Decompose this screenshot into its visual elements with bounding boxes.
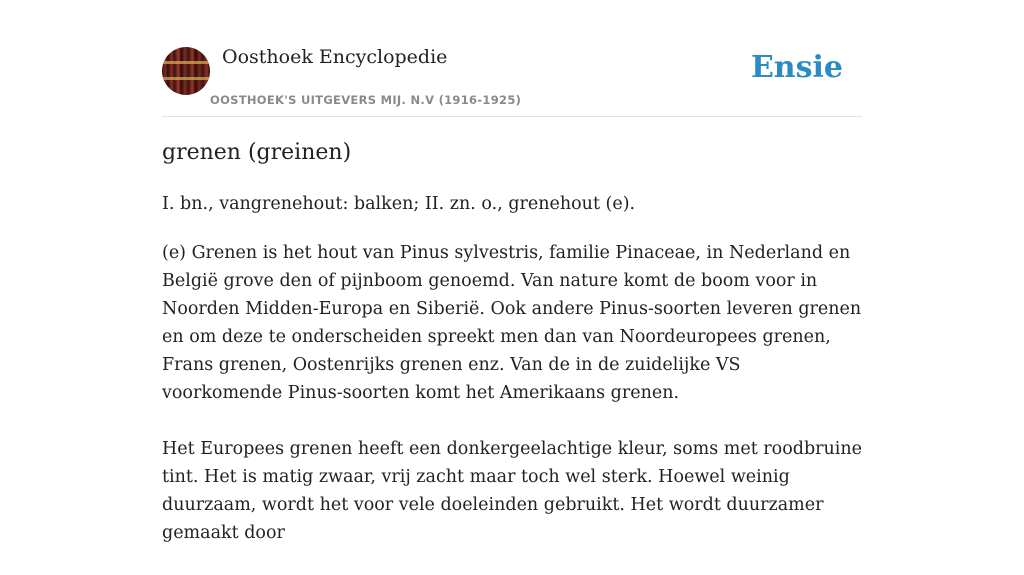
book-spine-band <box>162 77 210 80</box>
book-spine-band <box>162 61 210 64</box>
article-definition: I. bn., vangrenehout: balken; II. zn. o., grenehout (e). <box>162 194 636 214</box>
article-body <box>162 239 862 575</box>
article-title: grenen (greinen) <box>162 140 352 165</box>
publisher-label: OOSTHOEK'S UITGEVERS MIJ. N.V (1916-1925) <box>210 93 522 107</box>
article-paragraph: Het Europees grenen heeft een donkergeelachtige kleur, soms met roodbruine tint. Het is matig zwaar, vrij zacht maar toch wel sterk. Hoewel weinig duurzaam, wordt het voor vele doeleinden gebruikt. Het wordt duurzamer gemaakt door <box>162 439 863 543</box>
site-header <box>162 46 862 117</box>
article-paragraph: (e) Grenen is het hout van Pinus sylvestris, familie Pinaceae, in Nederland en België grove den of pijnboom genoemd. Van nature komt de boom voor in Noorden Midden-Europa en Siberië. Ook andere Pinus-soorten leveren grenen en om deze te onderscheiden spreekt men dan van Noordeuropees grenen, Frans grenen, Oostenrijks grenen enz. Van de in de zuidelijke VS voorkomende Pinus-soorten komt het Amerikaans grenen. <box>162 243 862 403</box>
encyclopedia-books-avatar[interactable] <box>162 47 210 95</box>
ensie-logo[interactable]: Ensie <box>750 50 843 85</box>
site-name[interactable]: Oosthoek Encyclopedie <box>222 46 448 68</box>
